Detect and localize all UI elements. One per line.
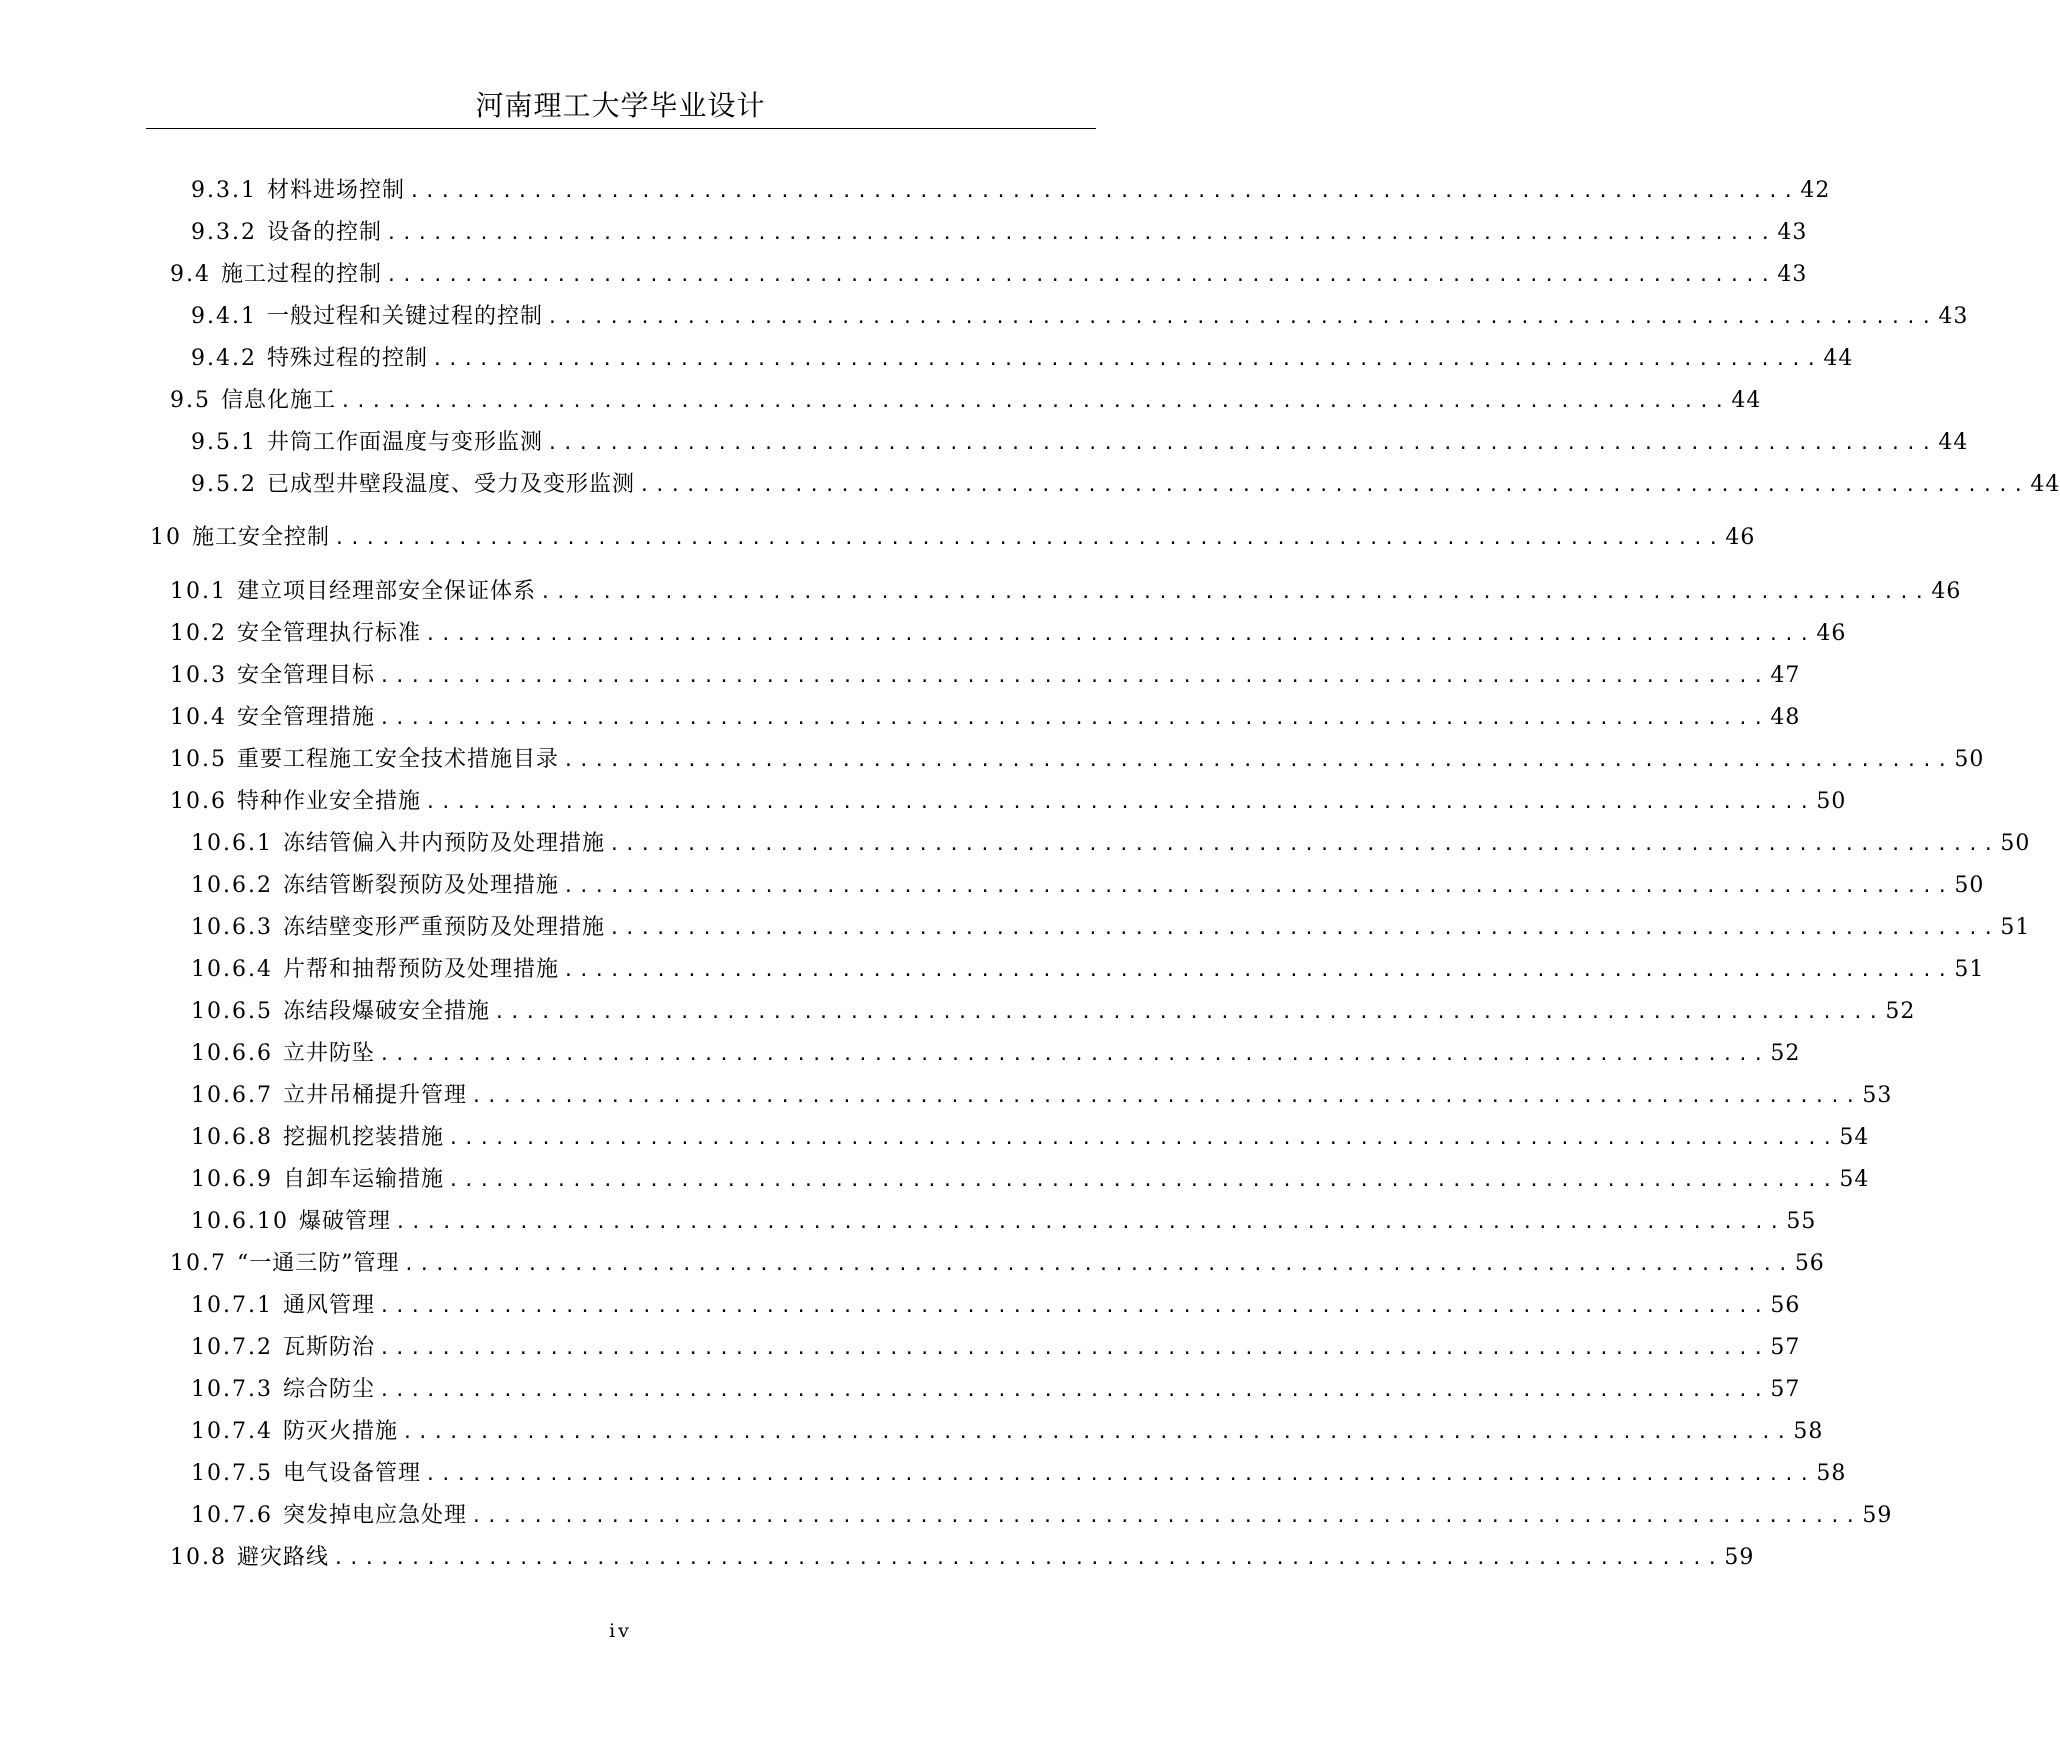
- toc-entry-number: 10.6.2: [191, 873, 273, 898]
- toc-entry-number: 10.2: [170, 621, 227, 646]
- toc-entry-number: 10.6.6: [191, 1041, 273, 1066]
- toc-entry-page: 44: [1938, 430, 1969, 455]
- toc-dot-leader: ..........................................................................................: [448, 1128, 1838, 1149]
- toc-entry[interactable]: [191, 955, 1985, 986]
- toc-entry-page: 56: [1794, 1251, 1825, 1276]
- toc-dot-leader: ..........................................................................................: [563, 960, 1953, 981]
- toc-dot-leader: ..........................................................................................: [540, 582, 1930, 603]
- toc-entry[interactable]: [170, 386, 1762, 417]
- toc-entry-title: 突发掉电应急处理: [282, 1503, 467, 1528]
- toc-entry-number: 10.6.1: [191, 831, 273, 856]
- toc-entry[interactable]: [191, 1081, 1893, 1112]
- toc-entry-number: 10.6.4: [191, 957, 273, 982]
- toc-entry[interactable]: [191, 1417, 1824, 1448]
- toc-dot-leader: ..........................................................................................: [403, 1254, 1793, 1275]
- toc-entry-page: 59: [1724, 1545, 1755, 1570]
- toc-entry[interactable]: [170, 787, 1847, 818]
- toc-entry-page: 50: [1816, 789, 1847, 814]
- toc-entry-title: 冻结段爆破安全措施: [282, 999, 490, 1024]
- toc-entry[interactable]: [170, 745, 1985, 776]
- toc-entry[interactable]: [191, 302, 1969, 333]
- toc-dot-leader: ..........................................................................................: [386, 223, 1776, 244]
- toc-dot-leader: ..........................................................................................: [379, 708, 1769, 729]
- toc-entry-number: 10.6.7: [191, 1083, 273, 1108]
- toc-entry-number: 10.3: [170, 663, 227, 688]
- toc-entry-number: 9.5: [170, 388, 211, 413]
- toc-entry-title: 重要工程施工安全技术措施目录: [236, 747, 559, 772]
- toc-entry-page: 48: [1770, 705, 1801, 730]
- toc-entry-page: 55: [1786, 1209, 1817, 1234]
- toc-dot-leader: ..........................................................................................: [432, 349, 1822, 370]
- toc-entry[interactable]: [170, 577, 1962, 608]
- toc-dot-leader: ..........................................................................................: [471, 1506, 1861, 1527]
- toc-entry-title: 避灾路线: [236, 1545, 329, 1570]
- toc-entry-title: 瓦斯防治: [282, 1335, 375, 1360]
- toc-entry-title: 一般过程和关键过程的控制: [266, 304, 543, 329]
- toc-entry-page: 56: [1770, 1293, 1801, 1318]
- toc-entry-number: 10.6.5: [191, 999, 273, 1024]
- toc-entry[interactable]: [191, 344, 1854, 375]
- toc-entry-title: “一通三防”管理: [236, 1251, 400, 1276]
- toc-dot-leader: ..........................................................................................: [333, 1548, 1723, 1569]
- toc-dot-leader: ..........................................................................................: [563, 750, 1953, 771]
- toc-entry-number: 10.6.3: [191, 915, 273, 940]
- toc-entry-number: 9.5.1: [191, 430, 257, 455]
- toc-entry-number: 9.4.2: [191, 346, 257, 371]
- toc-dot-leader: ..........................................................................................: [547, 433, 1937, 454]
- toc-dot-leader: ..........................................................................................: [425, 1464, 1815, 1485]
- toc-dot-leader: ..........................................................................................: [494, 1002, 1884, 1023]
- toc-dot-leader: ..........................................................................................: [379, 1296, 1769, 1317]
- toc-entry-title: 通风管理: [282, 1293, 375, 1318]
- toc-entry[interactable]: [191, 829, 2031, 860]
- toc-entry-page: 52: [1885, 999, 1916, 1024]
- toc-entry[interactable]: [191, 1123, 1870, 1154]
- toc-entry-page: 51: [1954, 957, 1985, 982]
- toc-entry-number: 10.7.4: [191, 1419, 273, 1444]
- toc-dot-leader: ..........................................................................................: [379, 1380, 1769, 1401]
- toc-entry-title: 安全管理目标: [236, 663, 375, 688]
- toc-entry-title: 安全管理措施: [236, 705, 375, 730]
- toc-entry-number: 10.7.2: [191, 1335, 273, 1360]
- toc-entry-page: 44: [1823, 346, 1854, 371]
- toc-dot-leader: ..........................................................................................: [448, 1170, 1838, 1191]
- toc-entry-title: 电气设备管理: [282, 1461, 421, 1486]
- toc-entry-number: 9.3.1: [191, 178, 257, 203]
- toc-entry-page: 46: [1931, 579, 1962, 604]
- toc-entry-page: 43: [1938, 304, 1969, 329]
- toc-entry[interactable]: [170, 703, 1801, 734]
- toc-entry-page: 43: [1777, 220, 1808, 245]
- toc-entry[interactable]: [170, 1249, 1825, 1280]
- toc-entry[interactable]: [191, 428, 1969, 459]
- toc-entry-number: 10.7.5: [191, 1461, 273, 1486]
- toc-entry-number: 10.6.10: [191, 1209, 289, 1234]
- toc-entry-title: 自卸车运输措施: [282, 1167, 444, 1192]
- toc-entry-title: 综合防尘: [282, 1377, 375, 1402]
- toc-entry-title: 建立项目经理部安全保证体系: [236, 579, 536, 604]
- toc-entry[interactable]: [191, 1291, 1801, 1322]
- toc-dot-leader: ..........................................................................................: [563, 876, 1953, 897]
- toc-entry-number: 10.4: [170, 705, 227, 730]
- toc-entry-number: 10: [150, 525, 182, 550]
- toc-dot-leader: ..........................................................................................: [609, 918, 1999, 939]
- toc-dot-leader: ..........................................................................................: [609, 834, 1999, 855]
- toc-entry[interactable]: [170, 619, 1847, 650]
- toc-entry-title: 防灭火措施: [282, 1419, 398, 1444]
- toc-entry-page: 54: [1839, 1167, 1870, 1192]
- toc-entry-number: 9.4: [170, 262, 211, 287]
- toc-dot-leader: ..........................................................................................: [409, 181, 1799, 202]
- toc-entry-number: 9.4.1: [191, 304, 257, 329]
- toc-entry[interactable]: [191, 1375, 1801, 1406]
- toc-entry-number: 10.6.8: [191, 1125, 273, 1150]
- toc-entry-page: 50: [1954, 873, 1985, 898]
- toc-entry-title: 特种作业安全措施: [236, 789, 421, 814]
- toc-entry-page: 58: [1816, 1461, 1847, 1486]
- page-number: iv: [609, 1620, 632, 1642]
- toc-entry-title: 挖掘机挖装措施: [282, 1125, 444, 1150]
- toc-entry-title: 立井防坠: [282, 1041, 375, 1066]
- toc-entry-title: 冻结管偏入井内预防及处理措施: [282, 831, 605, 856]
- toc-entry-number: 10.7.3: [191, 1377, 273, 1402]
- toc-entry-title: 安全管理执行标准: [236, 621, 421, 646]
- toc-entry-page: 54: [1839, 1125, 1870, 1150]
- toc-entry-page: 46: [1816, 621, 1847, 646]
- toc-entry-number: 10.7.1: [191, 1293, 273, 1318]
- toc-entry-page: 58: [1793, 1419, 1824, 1444]
- toc-entry-title: 井筒工作面温度与变形监测: [266, 430, 543, 455]
- toc-entry-title: 片帮和抽帮预防及处理措施: [282, 957, 559, 982]
- toc-entry-number: 9.3.2: [191, 220, 257, 245]
- toc-dot-leader: ..........................................................................................: [379, 1044, 1769, 1065]
- toc-entry[interactable]: [150, 523, 1756, 554]
- toc-entry-page: 50: [2000, 831, 2031, 856]
- toc-entry[interactable]: [191, 1333, 1801, 1364]
- toc-entry-page: 42: [1800, 178, 1831, 203]
- toc-entry-page: 52: [1770, 1041, 1801, 1066]
- toc-entry-title: 爆破管理: [298, 1209, 391, 1234]
- toc-entry-title: 信息化施工: [221, 388, 337, 413]
- toc-entry-title: 材料进场控制: [266, 178, 405, 203]
- toc-entry[interactable]: [191, 913, 2031, 944]
- toc-dot-leader: ..........................................................................................: [395, 1212, 1785, 1233]
- toc-entry-title: 冻结壁变形严重预防及处理措施: [282, 915, 605, 940]
- toc-entry-number: 10.5: [170, 747, 227, 772]
- toc-entry[interactable]: [191, 997, 1916, 1028]
- toc-entry-page: 53: [1862, 1083, 1893, 1108]
- toc-dot-leader: ..........................................................................................: [379, 1338, 1769, 1359]
- toc-entry-page: 57: [1770, 1377, 1801, 1402]
- toc-entry-title: 特殊过程的控制: [266, 346, 428, 371]
- toc-dot-leader: ..........................................................................................: [340, 391, 1730, 412]
- toc-entry[interactable]: [191, 871, 1985, 902]
- toc-entry-title: 施工过程的控制: [221, 262, 383, 287]
- toc-entry[interactable]: [170, 661, 1801, 692]
- toc-dot-leader: ..........................................................................................: [334, 528, 1724, 549]
- toc-entry-page: 46: [1725, 525, 1756, 550]
- toc-dot-leader: ..........................................................................................: [402, 1422, 1792, 1443]
- toc-entry[interactable]: [191, 1165, 1870, 1196]
- toc-entry-number: 10.8: [170, 1545, 227, 1570]
- toc-entry-page: 50: [1954, 747, 1985, 772]
- toc-entry[interactable]: [191, 176, 1831, 207]
- toc-entry[interactable]: [191, 470, 2060, 501]
- toc-dot-leader: ..........................................................................................: [386, 265, 1776, 286]
- toc-entry-title: 冻结管断裂预防及处理措施: [282, 873, 559, 898]
- toc-entry-number: 10.6.9: [191, 1167, 273, 1192]
- page-header-title: 河南理工大学毕业设计: [475, 89, 766, 122]
- toc-entry-number: 10.7.6: [191, 1503, 273, 1528]
- toc-dot-leader: ..........................................................................................: [471, 1086, 1861, 1107]
- toc-entry-number: 10.1: [170, 579, 227, 604]
- toc-dot-leader: ..........................................................................................: [379, 666, 1769, 687]
- toc-entry-title: 立井吊桶提升管理: [282, 1083, 467, 1108]
- toc-dot-leader: ..........................................................................................: [639, 475, 2029, 496]
- toc-entry-number: 10.7: [170, 1251, 227, 1276]
- toc-entry[interactable]: [191, 1459, 1847, 1490]
- toc-entry-page: 44: [2030, 472, 2060, 497]
- toc-entry[interactable]: [170, 1543, 1755, 1574]
- toc-dot-leader: ..........................................................................................: [425, 624, 1815, 645]
- toc-entry-page: 57: [1770, 1335, 1801, 1360]
- toc-entry[interactable]: [170, 260, 1808, 291]
- toc-entry[interactable]: [191, 1207, 1817, 1238]
- toc-entry-number: 10.6: [170, 789, 227, 814]
- toc-entry-title: 施工安全控制: [192, 525, 331, 550]
- toc-entry-page: 43: [1777, 262, 1808, 287]
- toc-entry-page: 47: [1770, 663, 1801, 688]
- toc-entry-page: 59: [1862, 1503, 1893, 1528]
- toc-entry[interactable]: [191, 1501, 1893, 1532]
- toc-entry[interactable]: [191, 1039, 1801, 1070]
- toc-entry-page: 51: [2000, 915, 2031, 940]
- toc-dot-leader: ..........................................................................................: [547, 307, 1937, 328]
- toc-dot-leader: ..........................................................................................: [425, 792, 1815, 813]
- toc-entry-number: 9.5.2: [191, 472, 257, 497]
- toc-entry-page: 44: [1731, 388, 1762, 413]
- toc-entry[interactable]: [191, 218, 1808, 249]
- toc-entry-title: 设备的控制: [266, 220, 382, 245]
- toc-entry-title: 已成型井壁段温度、受力及变形监测: [266, 472, 635, 497]
